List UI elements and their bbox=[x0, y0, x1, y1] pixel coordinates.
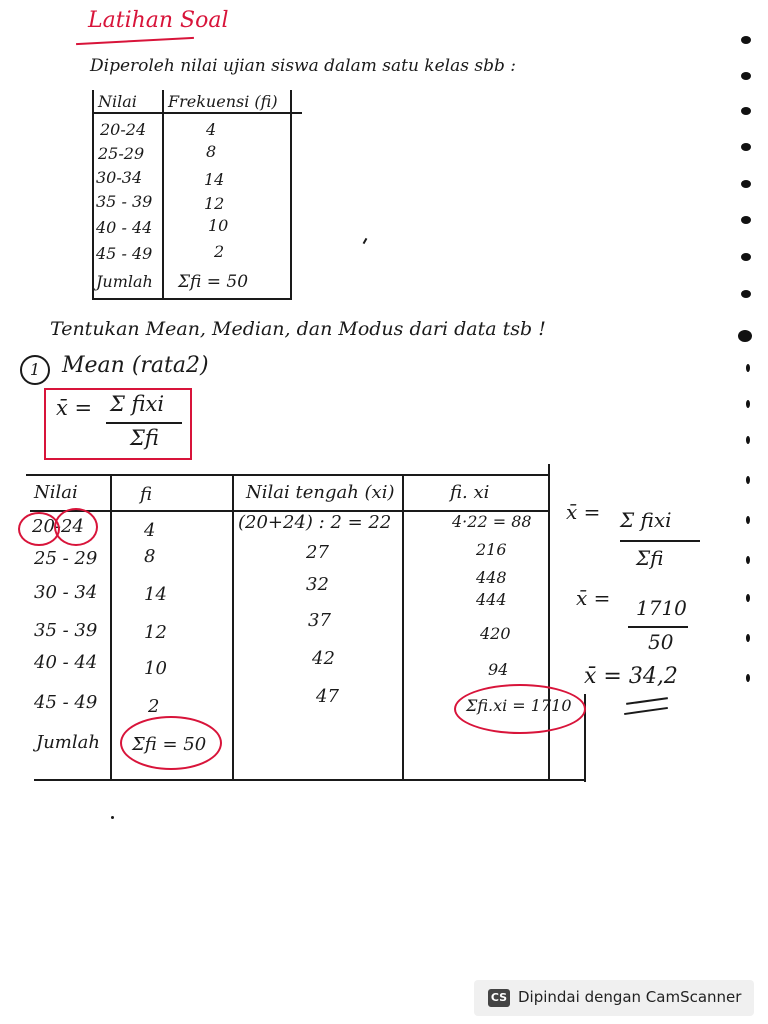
table1-nilai: 20-24 bbox=[100, 120, 147, 139]
binder-hole bbox=[741, 253, 751, 261]
formula-denominator: Σfi bbox=[130, 426, 159, 450]
binder-hole bbox=[746, 476, 750, 484]
table2-header-xi: Nilai tengah (xi) bbox=[246, 482, 395, 503]
table2-nilai: 45 - 49 bbox=[34, 692, 98, 713]
binder-hole bbox=[741, 72, 751, 80]
table2-nilai: 25 - 29 bbox=[34, 548, 98, 569]
binder-hole bbox=[741, 290, 751, 298]
table2-fi: 12 bbox=[144, 622, 167, 643]
table2-xi: 27 bbox=[306, 542, 329, 563]
table2-total-label: Jumlah bbox=[36, 732, 100, 753]
table2-nilai: 40 - 44 bbox=[34, 652, 98, 673]
formula-lhs: x̄ = bbox=[56, 396, 93, 420]
camscanner-text: Dipindai dengan CamScanner bbox=[518, 988, 742, 1006]
binder-hole bbox=[746, 364, 750, 372]
table1-fi: 12 bbox=[204, 194, 225, 213]
binder-hole bbox=[746, 400, 750, 408]
title-underline bbox=[76, 37, 194, 45]
table1-header-nilai: Nilai bbox=[98, 92, 137, 111]
table2-fi: 8 bbox=[144, 546, 156, 567]
stray-dot bbox=[111, 816, 114, 819]
table2-fixi: 448 bbox=[476, 568, 507, 587]
table2-fi: 4 bbox=[144, 520, 156, 541]
table1-total-label: Jumlah bbox=[96, 272, 153, 291]
binder-hole bbox=[741, 180, 751, 188]
table1-fi: 4 bbox=[206, 120, 217, 139]
binder-hole bbox=[741, 107, 751, 115]
highlight-circle-upper-bound bbox=[54, 508, 98, 546]
binder-hole bbox=[741, 216, 751, 224]
table2-header-fixi: fi. xi bbox=[450, 482, 490, 503]
binder-hole bbox=[746, 516, 750, 524]
table1-nilai: 35 - 39 bbox=[96, 192, 153, 211]
formula-fraction-line bbox=[106, 422, 182, 424]
question-text: Tentukan Mean, Median, dan Modus dari data tsb ! bbox=[50, 318, 546, 340]
formula-numerator: Σ fixi bbox=[110, 392, 165, 416]
intro-text: Diperoleh nilai ujian siswa dalam satu kelas sbb : bbox=[90, 56, 516, 76]
table2-xi: 37 bbox=[308, 610, 331, 631]
table2-fixi: 94 bbox=[488, 660, 509, 679]
mean-result: x̄ = 34,2 bbox=[584, 664, 678, 689]
table1-fi: 10 bbox=[208, 216, 229, 235]
table2-nilai: 20-24 bbox=[32, 516, 84, 537]
binder-hole bbox=[738, 330, 752, 342]
camscanner-logo: CS bbox=[488, 989, 510, 1007]
mean-formula-box bbox=[44, 388, 192, 460]
calc-num-2: 1710 bbox=[636, 596, 687, 620]
table1-fi: 2 bbox=[214, 242, 225, 261]
calc-den-1: Σfi bbox=[636, 546, 664, 570]
table1-nilai: 25-29 bbox=[98, 144, 145, 163]
table1-nilai: 40 - 44 bbox=[96, 218, 153, 237]
stray-mark bbox=[363, 238, 368, 244]
table1-fi: 8 bbox=[206, 142, 217, 161]
section-heading: Mean (rata2) bbox=[62, 353, 209, 378]
page-title: Latihan Soal bbox=[88, 8, 229, 33]
calc-lhs-2: x̄ = bbox=[576, 586, 611, 610]
table2-fixi: 444 bbox=[476, 590, 507, 609]
camscanner-watermark bbox=[474, 980, 754, 1016]
calc-num-1: Σ fixi bbox=[620, 508, 672, 532]
highlight-circle-total-fi bbox=[120, 716, 222, 770]
table2-header-fi: fi bbox=[140, 484, 153, 505]
table2-fi: 2 bbox=[148, 696, 160, 717]
table2-nilai: 30 - 34 bbox=[34, 582, 98, 603]
binder-hole bbox=[746, 594, 750, 602]
binder-hole bbox=[746, 556, 750, 564]
calc-lhs-1: x̄ = bbox=[566, 500, 601, 524]
table2-xi: 42 bbox=[312, 648, 335, 669]
table1-nilai: 45 - 49 bbox=[96, 244, 153, 263]
table2-xi: 47 bbox=[316, 686, 339, 707]
table1-nilai: 30-34 bbox=[96, 168, 143, 187]
table1-total-value: Σfi = 50 bbox=[178, 272, 249, 292]
table2-fixi: 4·22 = 88 bbox=[452, 512, 532, 531]
table2-fixi: 420 bbox=[480, 624, 511, 643]
binder-hole bbox=[746, 436, 750, 444]
table2-fi: 10 bbox=[144, 658, 167, 679]
binder-hole bbox=[746, 674, 750, 682]
calc-fraction-line-2 bbox=[628, 626, 688, 628]
highlight-circle-total-fixi bbox=[454, 684, 586, 734]
table2-total-fixi: Σfi.xi = 1710 bbox=[466, 696, 572, 715]
result-underline bbox=[626, 697, 668, 705]
binder-hole bbox=[741, 143, 751, 151]
table2-xi: (20+24) : 2 = 22 bbox=[238, 512, 392, 533]
result-underline bbox=[624, 707, 668, 715]
table2-fixi: 216 bbox=[476, 540, 507, 559]
table2-xi: 32 bbox=[306, 574, 329, 595]
table2-total-fi: Σfi = 50 bbox=[132, 734, 207, 755]
binder-hole bbox=[746, 634, 750, 642]
table2-fi: 14 bbox=[144, 584, 167, 605]
table1-fi: 14 bbox=[204, 170, 225, 189]
binder-hole bbox=[741, 36, 751, 44]
section-number: 1 bbox=[20, 355, 50, 385]
calc-fraction-line-1 bbox=[620, 540, 700, 542]
table1-header-fi: Frekuensi (fi) bbox=[168, 92, 278, 111]
table2-nilai: 35 - 39 bbox=[34, 620, 98, 641]
calc-den-2: 50 bbox=[648, 630, 674, 654]
table2-header-nilai: Nilai bbox=[34, 482, 78, 503]
